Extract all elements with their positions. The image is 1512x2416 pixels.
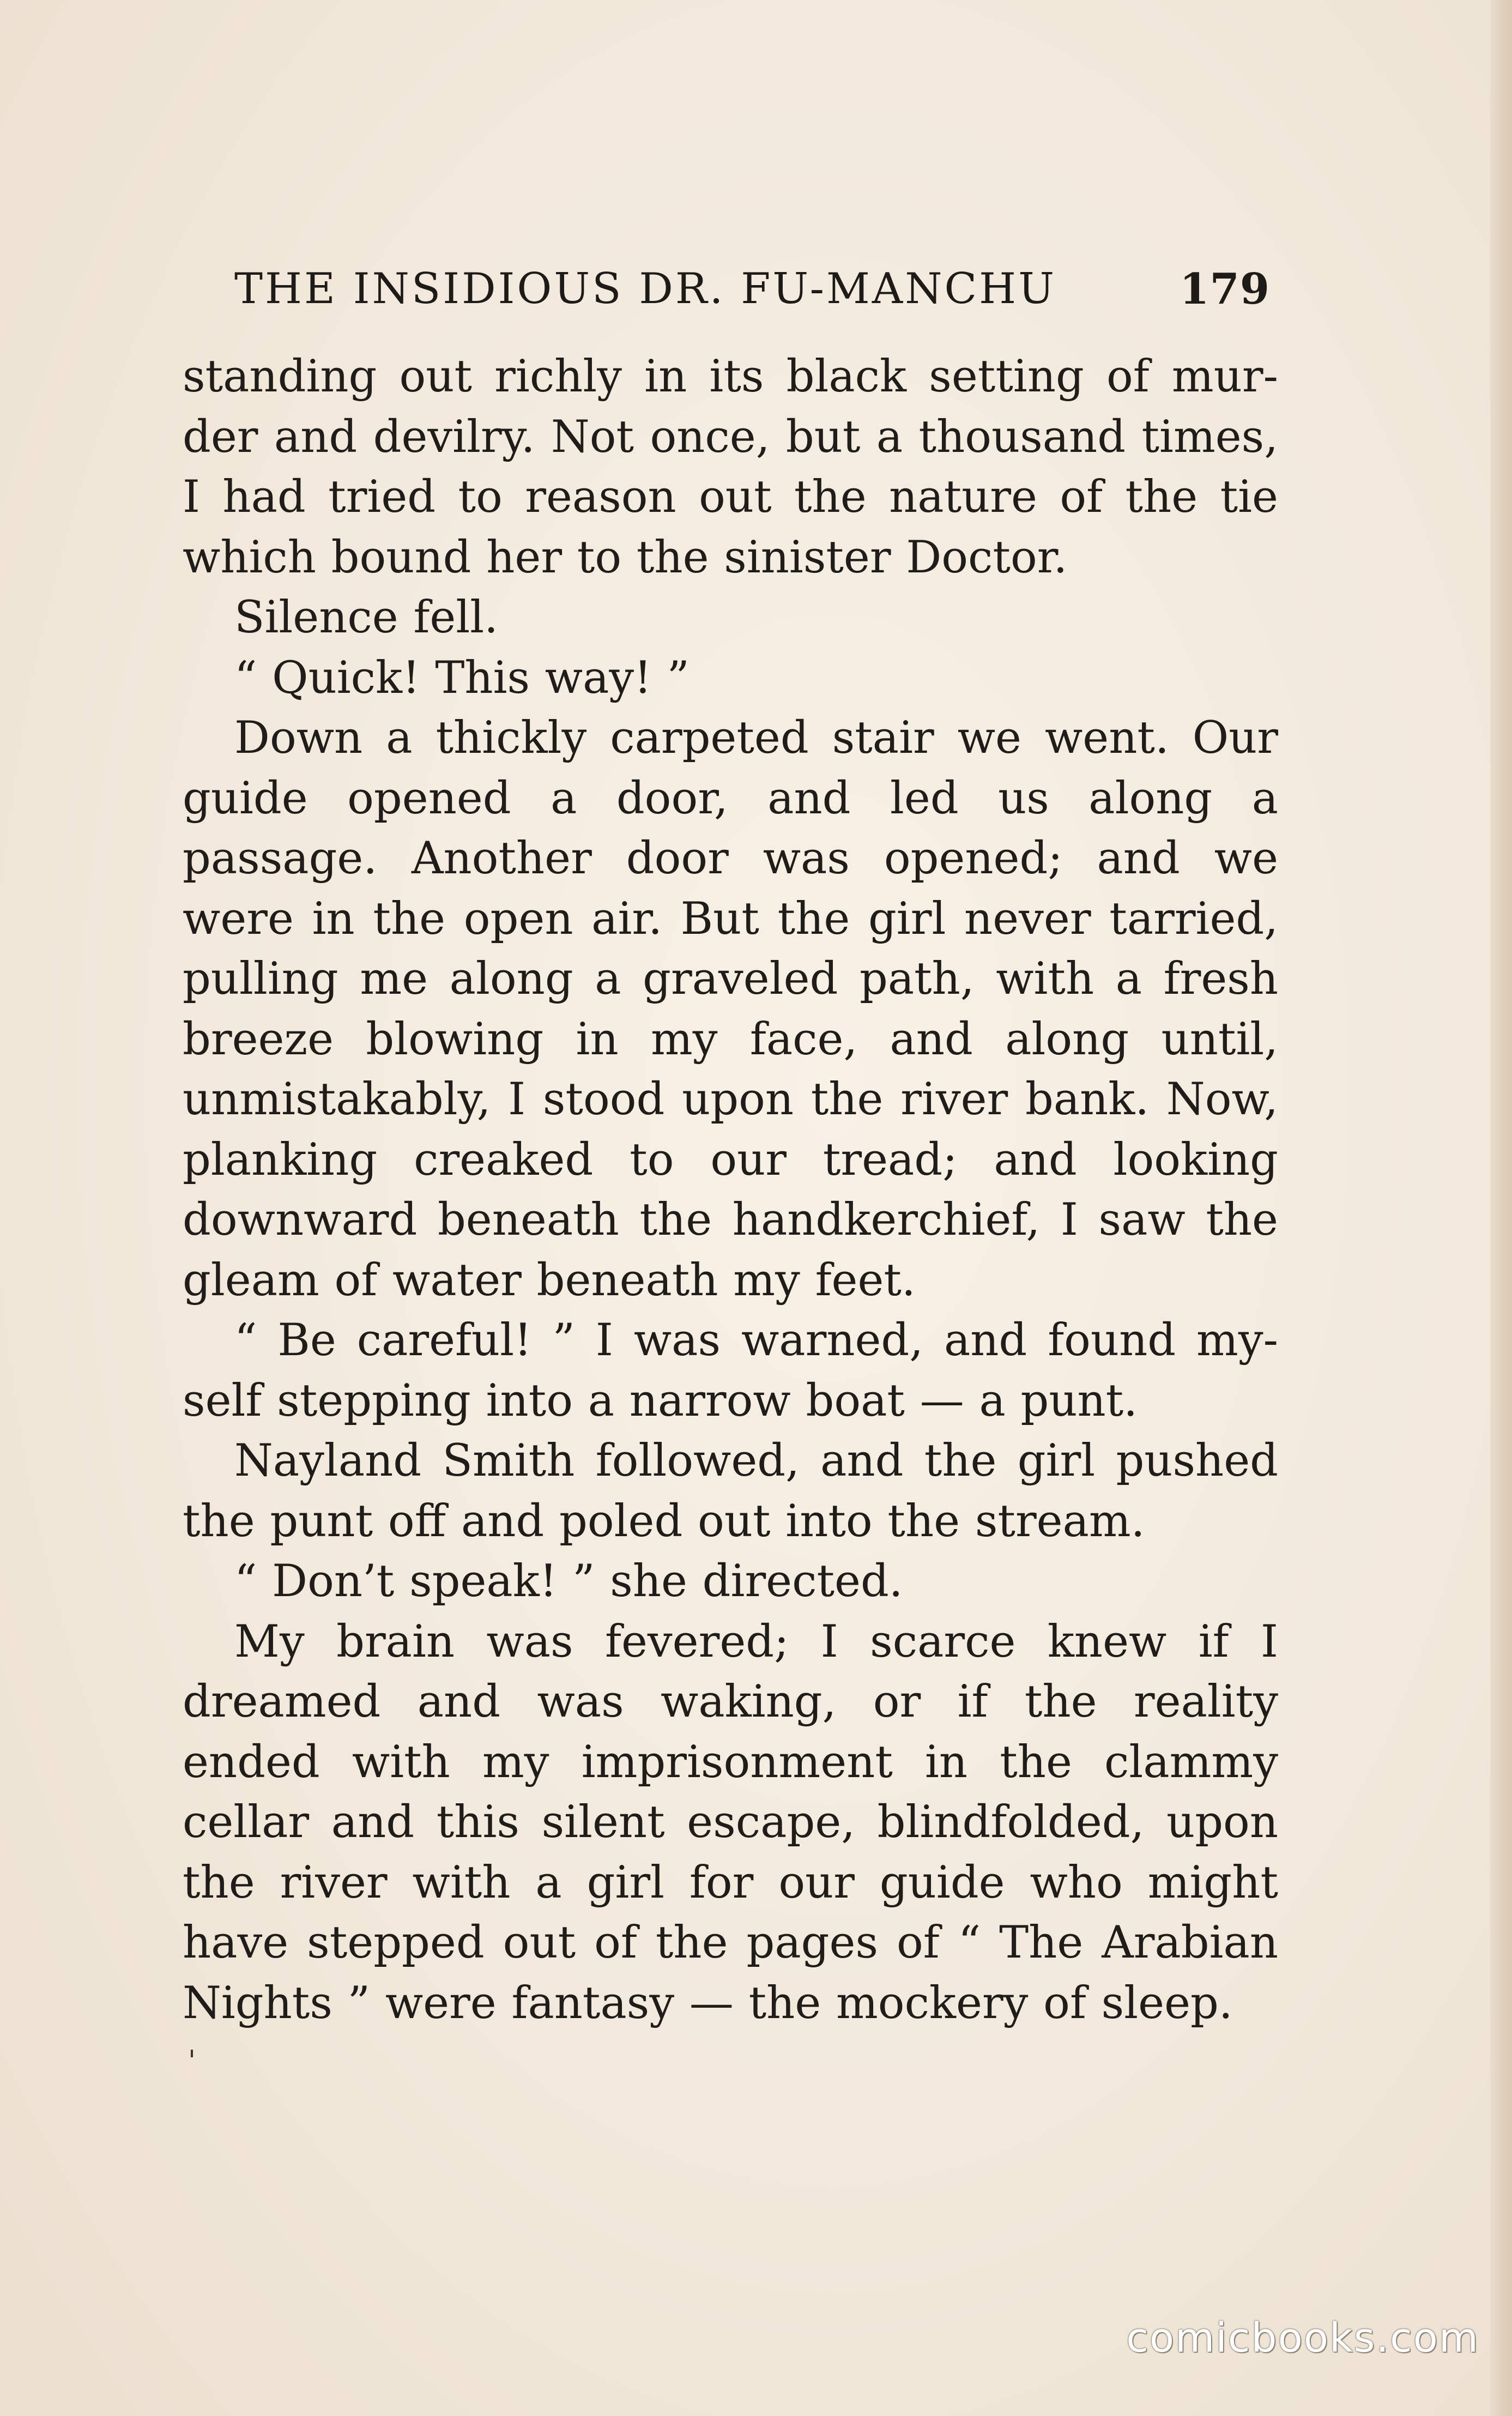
- paragraph: Silence fell.: [234, 592, 498, 643]
- paragraph: Nayland Smith followed, and the girl pushed the punt off and poled out into the stream.: [183, 1435, 1278, 1547]
- paragraph: Down a thickly carpeted stair we went. Our guide opened a door, and led us along a passage. Another door was opened; and we were in the open air. But the girl never tarried, pulling me along a graveled path, with a fresh breeze blowing in my face, and along until, unmistakably, I stood upon the river bank. Now, planking creaked to our tread; and looking downward beneath the handkerchief, I saw the gleam of water beneath my feet.: [183, 712, 1278, 1306]
- body-text: [183, 347, 1278, 2033]
- paragraph: standing out richly in its black setting of murder and devilry. Not once, but a thousand times, I had tried to reason out the nature of the tie which bound her to the sinister Doctor.: [183, 351, 1278, 583]
- paragraph: “ Quick! This way! ”: [234, 652, 690, 704]
- paragraph: “ Be careful! ” I was warned, and found myself stepping into a narrow boat — a punt.: [183, 1315, 1278, 1427]
- paragraph: My brain was fevered; I scarce knew if I dreamed and was waking, or if the reality ended with my imprisonment in the clammy cellar and this silent escape, blindfolded, upon the river with a girl for our guide who might have stepped out of the pages of “ The Arabian Nights ” were fantasy — the mockery of sleep.: [183, 1616, 1278, 2029]
- running-header: [234, 256, 1270, 322]
- site-watermark: comicbooks.com: [1126, 2315, 1479, 2361]
- page-edge-shadow: [1490, 0, 1512, 2416]
- page-number: 179: [1180, 264, 1270, 314]
- running-title: THE INSIDIOUS DR. FU-MANCHU: [234, 264, 1056, 313]
- paragraph: “ Don’t speak! ” she directed.: [234, 1556, 903, 1607]
- stray-ink-mark: [191, 2050, 193, 2057]
